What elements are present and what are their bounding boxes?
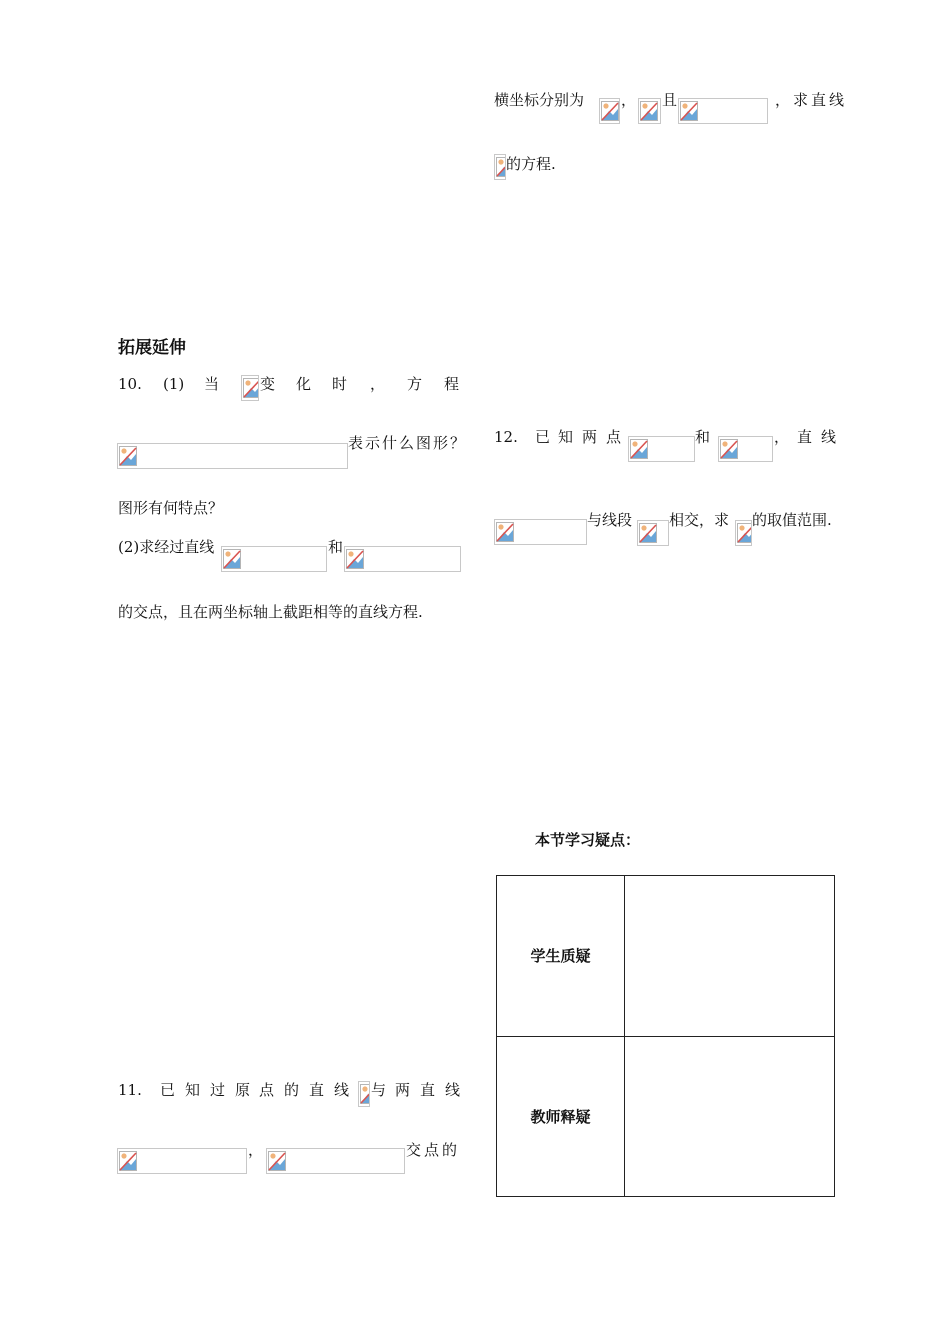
broken-image-icon: [718, 436, 773, 462]
q10-features: 图形有何特点？: [118, 499, 224, 517]
section-title: 拓展延伸: [118, 338, 186, 358]
broken-image-icon: [266, 1148, 405, 1174]
broken-image-icon: [241, 375, 259, 401]
q12-comma: ，: [774, 428, 790, 446]
broken-image-icon: [494, 154, 506, 180]
q10-intersection: 的交点，且在两坐标轴上截距相等的直线方程.: [118, 603, 423, 621]
text-find-line: ，求直线: [775, 91, 848, 109]
broken-image-icon: [637, 520, 669, 546]
q11-char: 线: [334, 1081, 350, 1099]
table-row: [497, 1036, 835, 1197]
q12-number: 12.: [494, 428, 518, 446]
q10-and: 和: [328, 538, 344, 556]
q10-what-shape: 表示什么图形？: [348, 434, 468, 452]
broken-image-icon: [628, 436, 695, 462]
q10-char: 当: [204, 375, 220, 393]
q11-char: 的: [284, 1081, 300, 1099]
broken-image-icon: [599, 98, 620, 124]
q11-char: 点: [259, 1081, 275, 1099]
q10-char: 程: [444, 375, 460, 393]
q11-char: 直: [309, 1081, 325, 1099]
q10-char: 方: [407, 375, 423, 393]
broken-image-icon: [117, 443, 348, 469]
text-equation-of: 的方程.: [506, 155, 556, 173]
doubts-title: 本节学习疑点：: [535, 831, 641, 849]
row-label-teacher: 教师释疑: [497, 1036, 625, 1197]
row-content-teacher: [625, 1036, 835, 1197]
q12-char: 两: [582, 428, 598, 446]
q10-char: ，: [370, 375, 386, 393]
q10-char: 变: [260, 375, 276, 393]
q11-char: 线: [445, 1081, 461, 1099]
broken-image-icon: [494, 519, 587, 545]
q11-char: 原: [235, 1081, 251, 1099]
broken-image-icon: [638, 98, 661, 124]
q11-number: 11.: [118, 1081, 142, 1099]
q11-char: 过: [210, 1081, 226, 1099]
text-and: 且: [662, 91, 678, 109]
q11-intersection: 交点的: [406, 1141, 461, 1159]
q10-char: 化: [296, 375, 312, 393]
row-label-student: 学生质疑: [497, 876, 625, 1037]
q12-range: 的取值范围.: [752, 511, 832, 529]
table-row: [497, 876, 835, 1037]
q10-number: 10.: [118, 375, 142, 393]
q10-part1: (1): [163, 375, 185, 393]
q11-char: 两: [395, 1081, 411, 1099]
q12-and: 和: [695, 428, 711, 446]
q11-char: 知: [185, 1081, 201, 1099]
q12-char: 线: [821, 428, 837, 446]
q11-char: 直: [420, 1081, 436, 1099]
q11-char: 已: [160, 1081, 176, 1099]
row-content-student: [625, 876, 835, 1037]
text-comma: ，: [621, 91, 637, 109]
q11-comma: ，: [248, 1141, 264, 1159]
broken-image-icon: [117, 1148, 247, 1174]
broken-image-icon: [358, 1081, 370, 1107]
broken-image-icon: [221, 546, 327, 572]
q12-char: 知: [558, 428, 574, 446]
broken-image-icon: [344, 546, 461, 572]
doubts-table: [496, 875, 835, 1197]
q12-char: 已: [535, 428, 551, 446]
broken-image-icon: [678, 98, 768, 124]
q10-char: 时: [332, 375, 348, 393]
text-horizontal-coords: 横坐标分别为: [494, 91, 585, 109]
q12-with-segment: 与线段: [587, 511, 633, 529]
q12-char: 点: [606, 428, 622, 446]
q12-char: 直: [797, 428, 813, 446]
q10-part2: (2)求经过直线: [118, 538, 215, 556]
broken-image-icon: [735, 520, 752, 546]
q11-char: 与: [371, 1081, 387, 1099]
q12-intersect: 相交，求: [669, 511, 730, 529]
